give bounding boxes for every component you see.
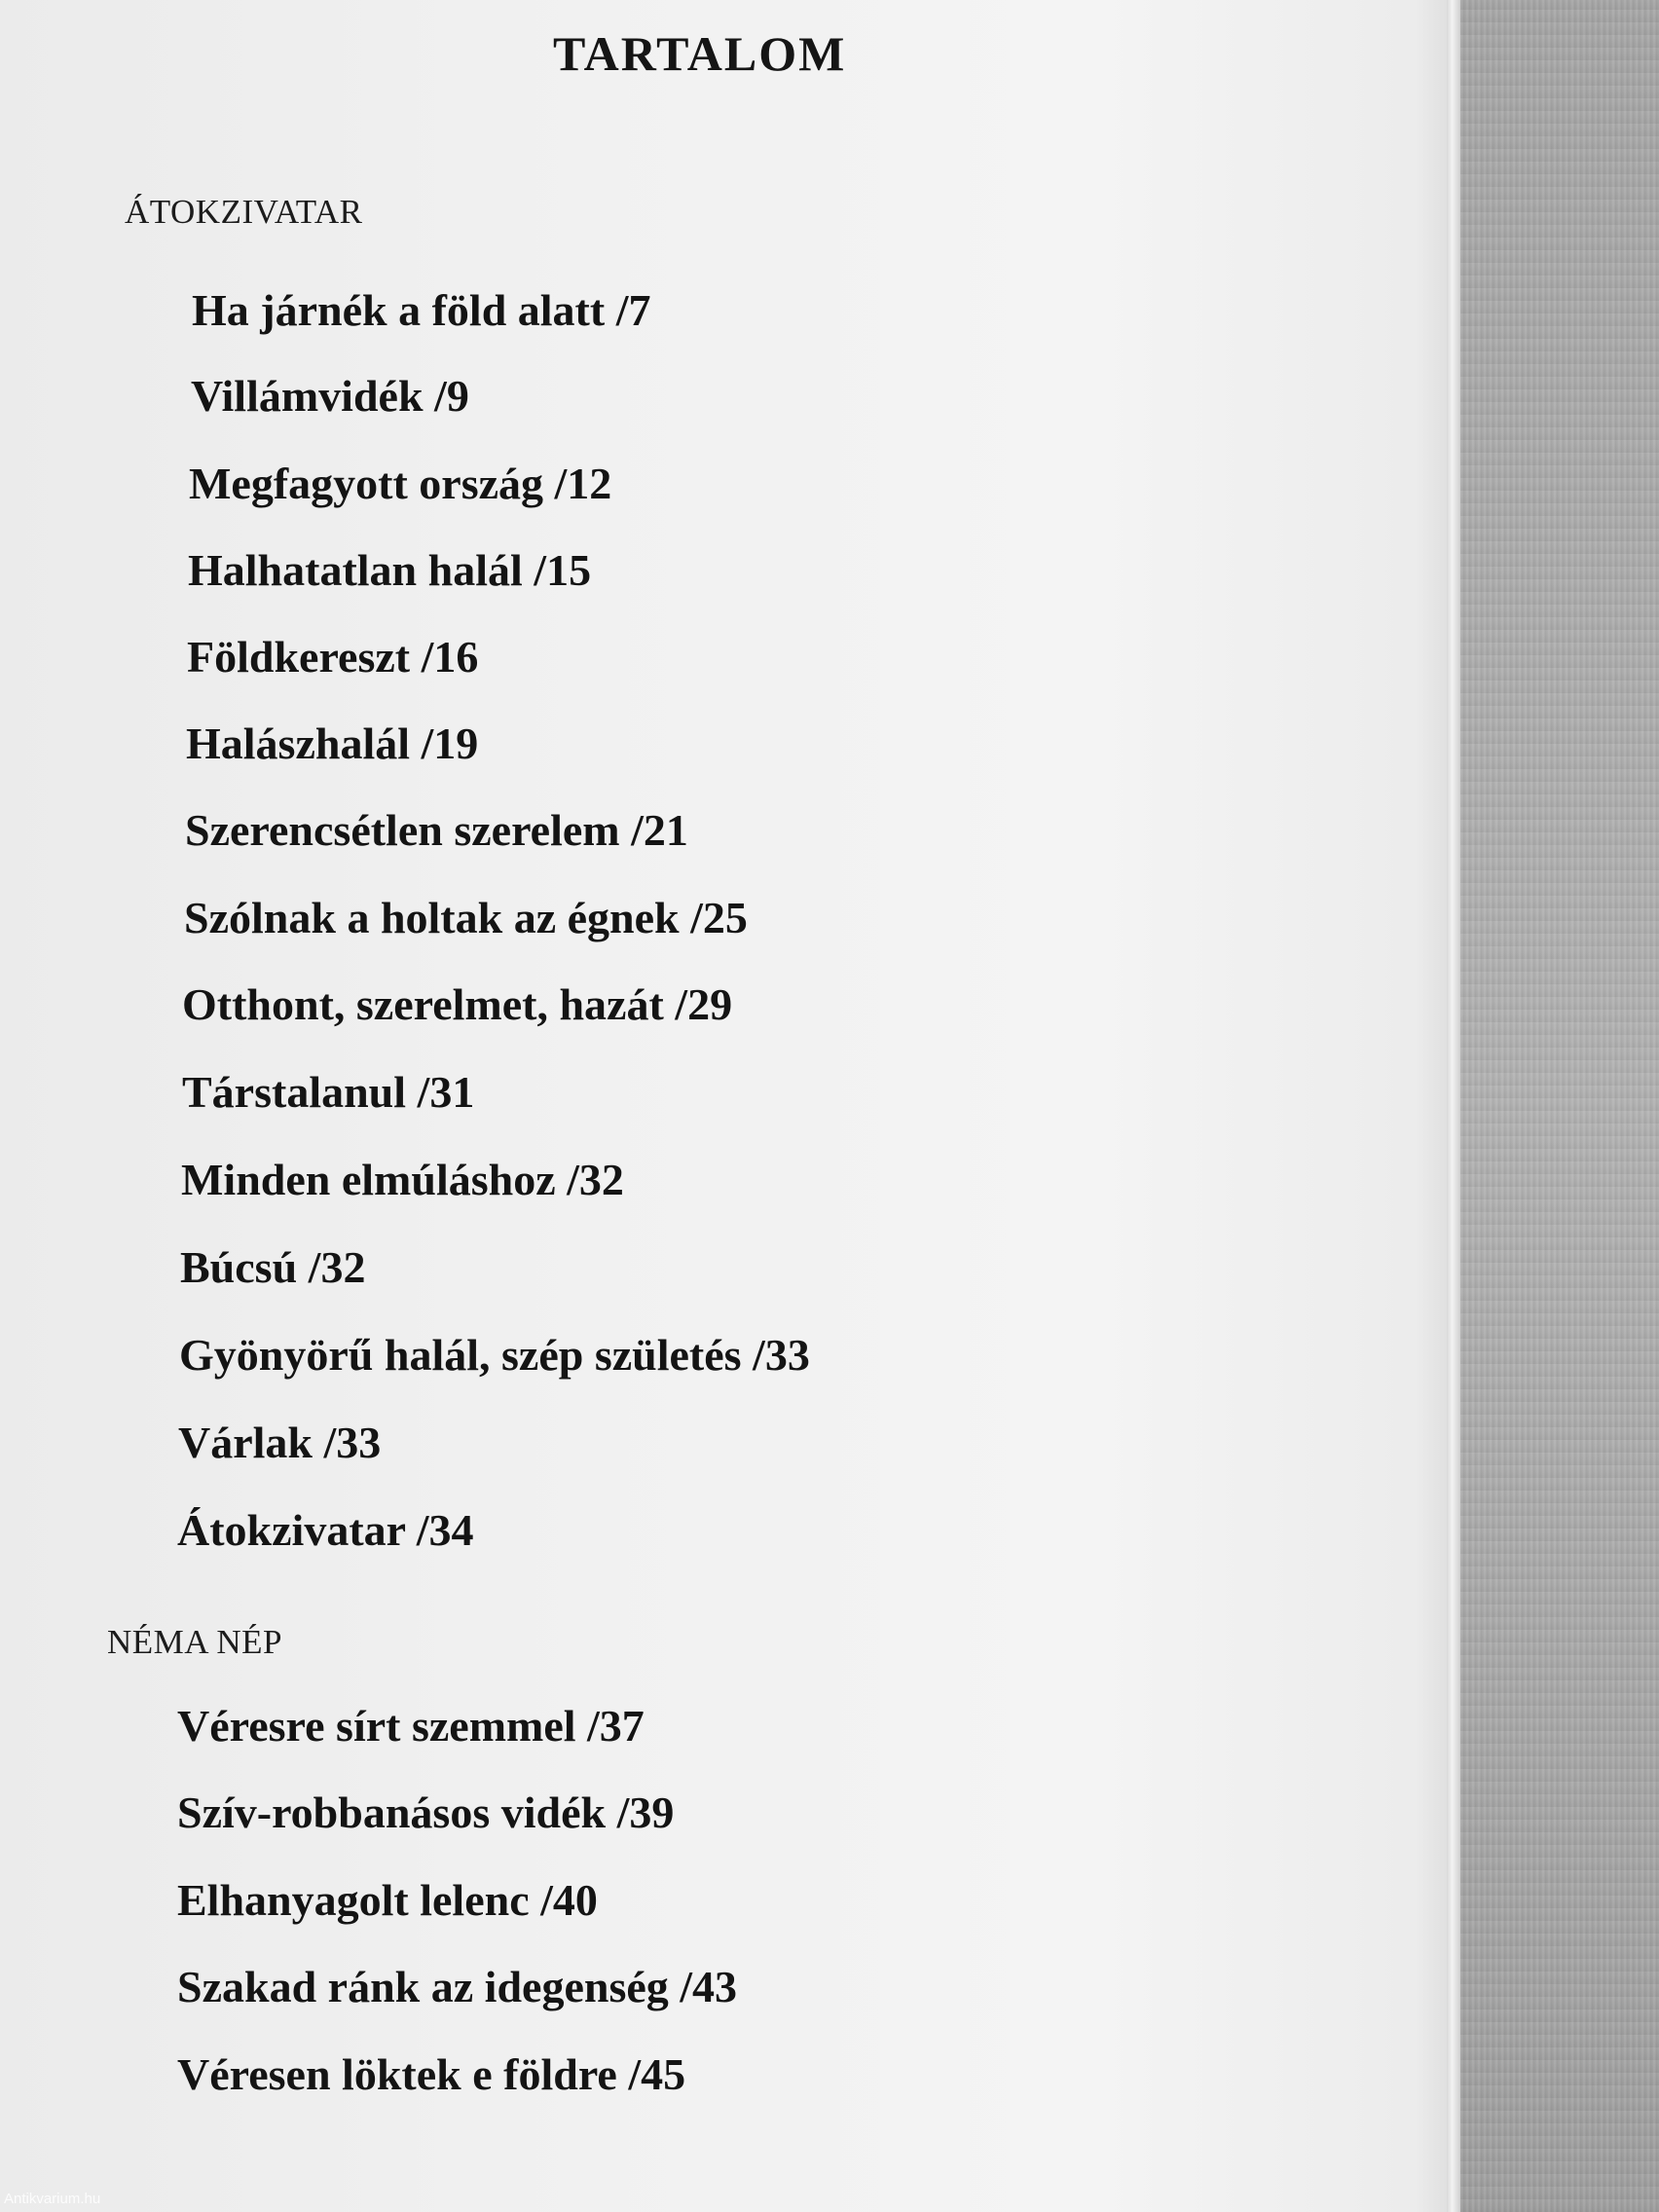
toc-entry: Villámvidék /9 [191,371,469,421]
toc-entry: Átokzivatar /34 [177,1505,474,1555]
toc-entry: Szólnak a holtak az égnek /25 [184,893,748,942]
section-heading-nema-nep: NÉMA NÉP [107,1623,282,1661]
toc-entry: Búcsú /32 [180,1242,366,1292]
toc-entry: Ha járnék a föld alatt /7 [192,285,651,335]
textured-background [1460,0,1659,2212]
toc-entry: Várlak /33 [178,1418,382,1467]
toc-entry: Minden elmúláshoz /32 [181,1155,624,1204]
toc-entry: Halászhalál /19 [186,719,479,768]
toc-entry: Véresen löktek e földre /45 [177,2049,686,2099]
toc-entry: Szakad ránk az idegenség /43 [177,1962,738,2011]
watermark: Antikvarium.hu [4,2191,101,2207]
section-heading-atokzivatar: ÁTOKZIVATAR [125,193,363,231]
toc-entry: Halhatatlan halál /15 [188,545,592,595]
toc-entry: Szerencsétlen szerelem /21 [185,805,688,855]
page-edge [1447,0,1460,2212]
toc-entry: Véresre sírt szemmel /37 [177,1701,645,1751]
toc-entry: Szív-robbanásos vidék /39 [177,1788,675,1837]
toc-entry: Társtalanul /31 [182,1067,475,1117]
toc-entry: Megfagyott ország /12 [189,459,612,508]
toc-entry: Földkereszt /16 [187,632,479,682]
toc-entry: Otthont, szerelmet, hazát /29 [182,979,733,1029]
toc-entry: Elhanyagolt lelenc /40 [177,1875,598,1925]
page-title: TARTALOM [553,26,847,81]
toc-entry: Gyönyörű halál, szép születés /33 [179,1330,810,1380]
